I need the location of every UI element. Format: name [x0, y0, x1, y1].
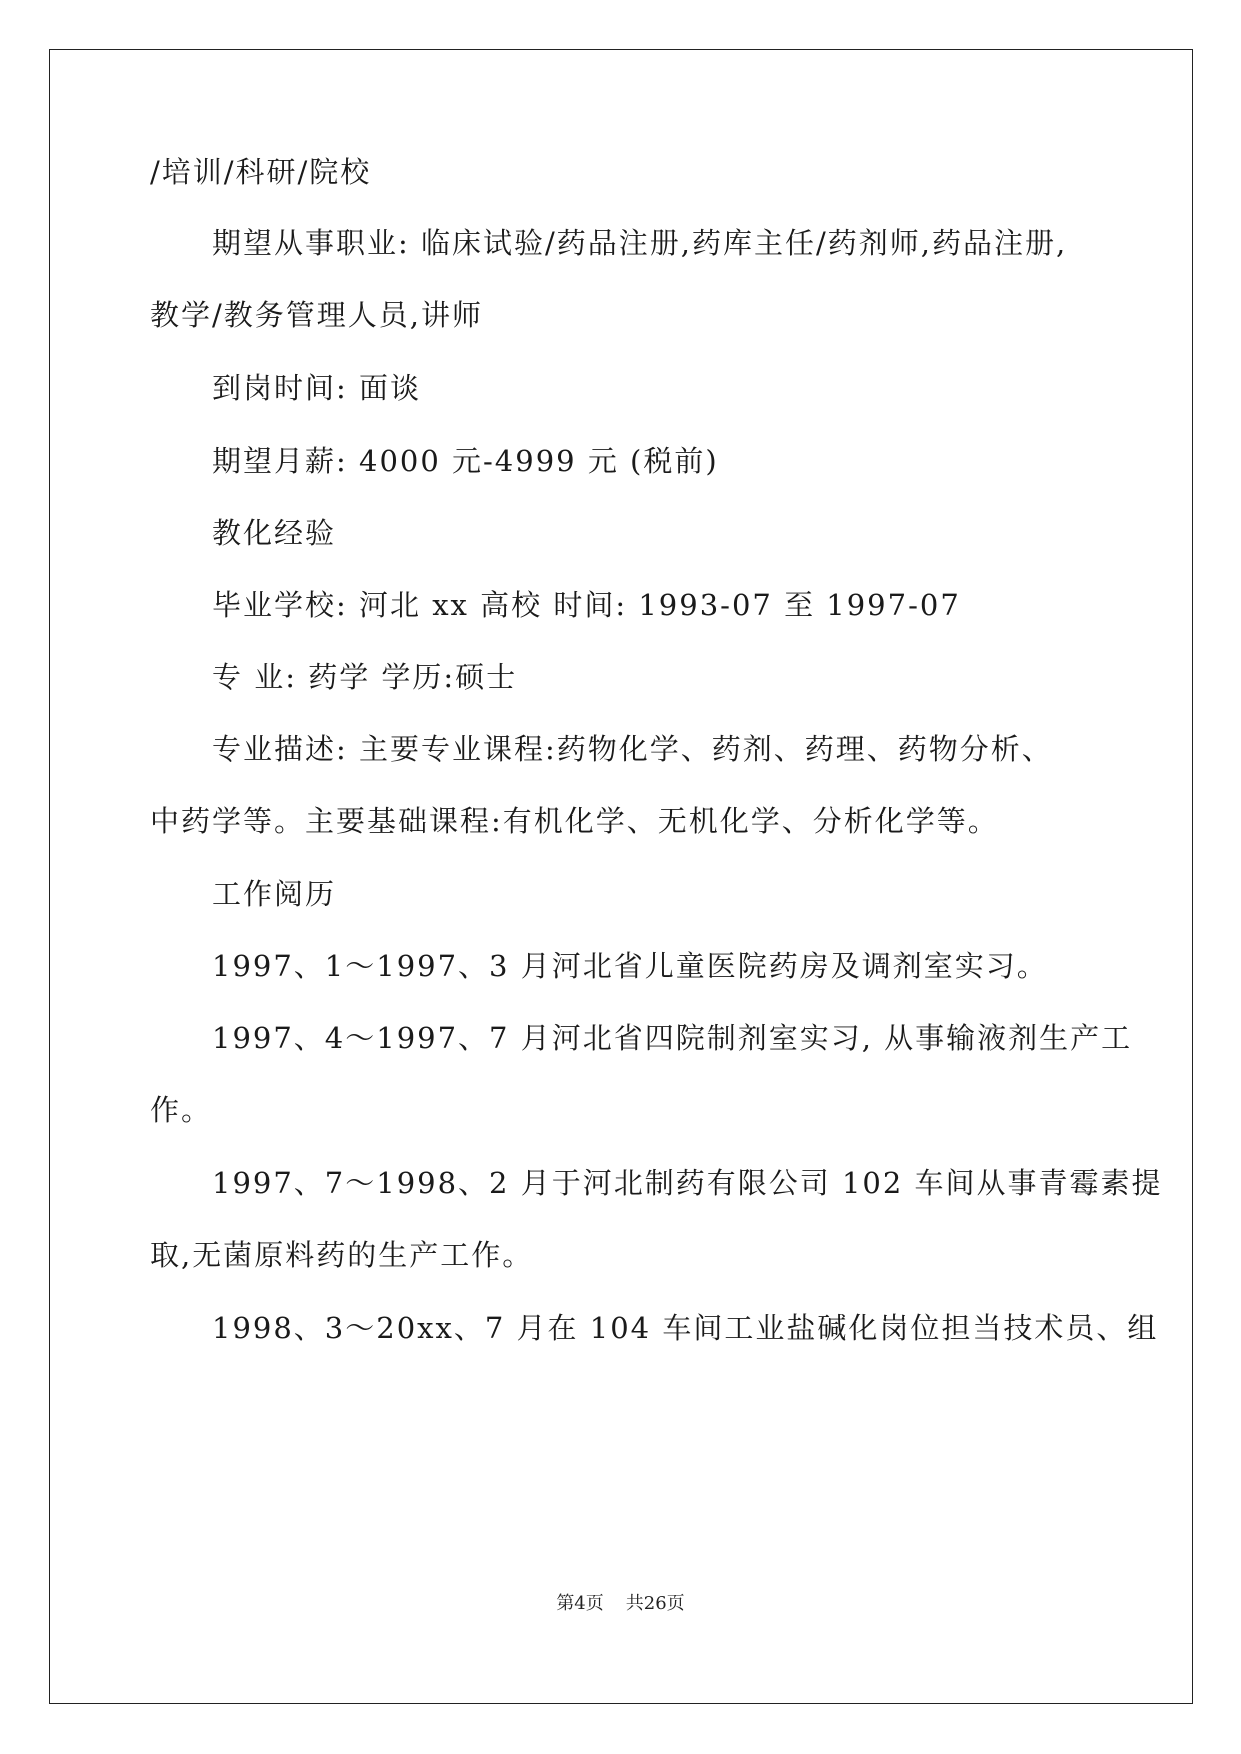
section-heading-education: 教化经验: [212, 516, 337, 550]
text-line-major-description: 专业描述: 主要专业课程:药物化学、药剂、药理、药物分析、: [212, 732, 1053, 766]
text-line-experience-3-cont: 取,无菌原料药的生产工作。: [150, 1238, 534, 1272]
text-line-experience-1: 1997、1～1997、3 月河北省儿童医院药房及调剂室实习。: [212, 949, 1048, 983]
text-line-school: 毕业学校: 河北 xx 高校 时间: 1993-07 至 1997-07: [212, 588, 961, 622]
text-line-major: 专 业: 药学 学历:硕士: [212, 660, 518, 694]
text-line-major-description-cont: 中药学等。主要基础课程:有机化学、无机化学、分析化学等。: [150, 804, 999, 838]
text-line-experience-3: 1997、7～1998、2 月于河北制药有限公司 102 车间从事青霉素提: [212, 1166, 1163, 1200]
text-line-continuation: /培训/科研/院校: [150, 155, 372, 189]
page-footer: [0, 1592, 1241, 1616]
text-line-desired-occupation-cont: 教学/教务管理人员,讲师: [150, 298, 483, 332]
page-total: 共26页: [625, 1593, 685, 1614]
text-line-desired-occupation: 期望从事职业: 临床试验/药品注册,药库主任/药剂师,药品注册,: [212, 226, 1068, 260]
text-line-experience-2: 1997、4～1997、7 月河北省四院制剂室实习, 从事输液剂生产工: [212, 1021, 1133, 1055]
section-heading-work-experience: 工作阅历: [212, 877, 337, 911]
text-line-experience-2-cont: 作。: [150, 1093, 213, 1127]
text-line-availability: 到岗时间: 面谈: [212, 371, 421, 405]
page-number: 第4页: [556, 1593, 604, 1614]
text-line-expected-salary: 期望月薪: 4000 元-4999 元 (税前): [212, 444, 719, 478]
text-line-experience-4: 1998、3～20xx、7 月在 104 车间工业盐碱化岗位担当技术员、组: [212, 1311, 1159, 1345]
